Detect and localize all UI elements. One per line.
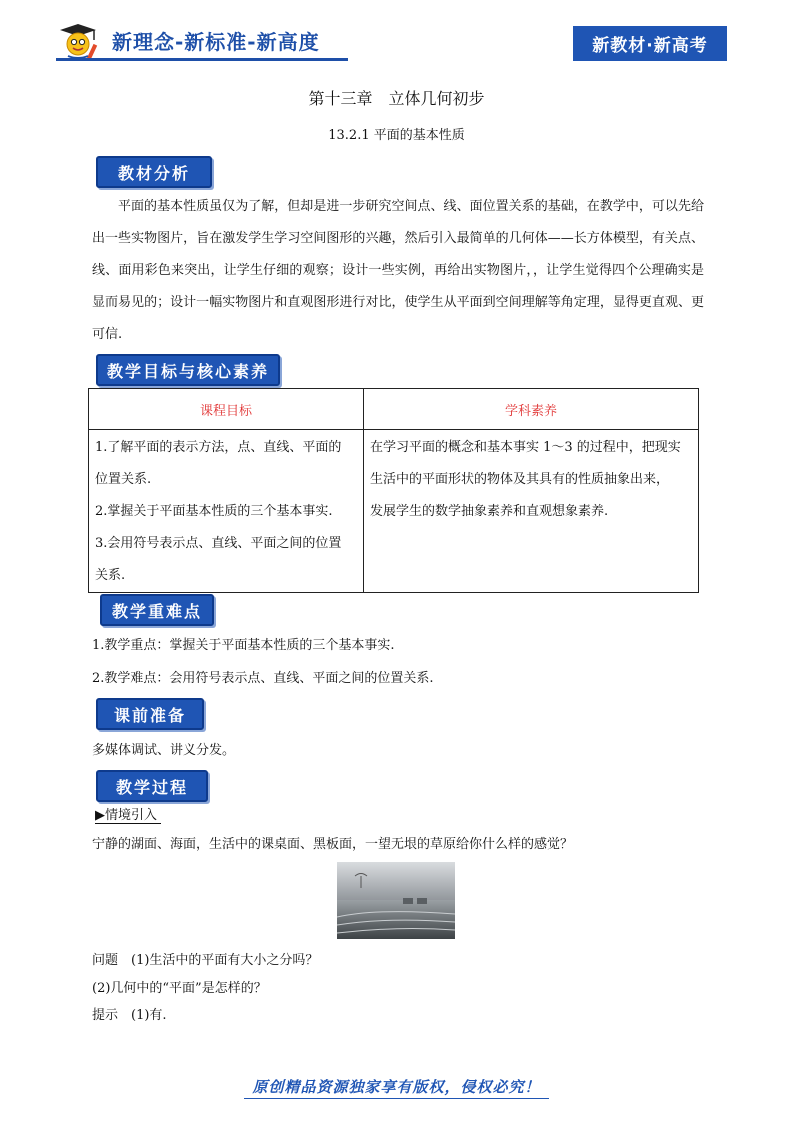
- process-tag: 教学过程: [96, 770, 208, 802]
- chapter-title: 第十三章 立体几何初步: [308, 89, 485, 108]
- goal-line: 3.会用符号表示点、直线、平面之间的位置: [95, 536, 342, 551]
- literacy-line: 发展学生的数学抽象素养和直观想象素养.: [370, 504, 609, 519]
- analysis-line: 可以先给出一些实物图片，旨在激发学生学习空间图形的兴趣，然后引入最简单的几何体——长方: [92, 199, 704, 246]
- analysis-line: 间理解等角定理，显得更直观、更可信.: [92, 295, 704, 342]
- analysis-tag: 教材分析: [96, 156, 212, 188]
- goal-line: 位置关系.: [95, 472, 152, 487]
- goal-line: 2.掌握关于平面基本性质的三个基本事实.: [95, 504, 333, 519]
- analysis-paragraph: [92, 191, 704, 351]
- analysis-line: 体模型，有关点、线、面用彩色来突出，让学生仔细的观察；设计一些实例，再给出实物图片，，让: [92, 231, 704, 278]
- analysis-line: 学生觉得四个公理确实是显而易见的；设计一幅实物图片和直观图形进行对比，使学生从平面到空: [92, 263, 704, 310]
- copyright-footer: [0, 1076, 793, 1097]
- goals-tag: 教学目标与核心素养: [96, 354, 280, 386]
- keypoint-focus: 1.教学重点：掌握关于平面基本性质的三个基本事实.: [92, 638, 395, 653]
- hint-answer: 提示 (1)有.: [92, 1008, 167, 1023]
- question-size: 问题 (1)生活中的平面有大小之分吗？: [92, 953, 319, 968]
- section-title: 13.2.1 平面的基本性质: [328, 128, 465, 143]
- header-rule: [56, 58, 348, 61]
- scene-question: 宁静的湖面、海面，生活中的课桌面、黑板面，一望无垠的草原给你什么样的感觉？: [92, 837, 574, 852]
- goals-table: [88, 388, 699, 593]
- question-geometry-plane: (2)几何中的“平面”是怎样的？: [92, 981, 267, 996]
- table-cell-literacy: [364, 430, 699, 593]
- goal-line: 关系.: [95, 568, 126, 583]
- prep-tag: 课前准备: [96, 698, 204, 730]
- table-cell-goals: [89, 430, 364, 593]
- goal-line: 1.了解平面的表示方法，点、直线、平面的: [95, 440, 342, 455]
- keypoint-difficulty: 2.教学难点：会用符号表示点、直线、平面之间的位置关系.: [92, 671, 434, 686]
- copyright-text: 原创精品资源独家享有版权，侵权必究！: [244, 1078, 548, 1099]
- table-header-course-goals: 课程目标: [89, 389, 364, 430]
- scene-intro-label: ▶情境引入: [95, 804, 161, 824]
- analysis-line: 平面的基本性质虽仅为了解，但却是进一步研究空间点、线、面位置关系的基础，在教学中，: [118, 199, 652, 214]
- literacy-line: 在学习平面的概念和基本事实 1～3 的过程中，把现实: [370, 440, 681, 455]
- keypoints-tag: 教学重难点: [100, 594, 214, 626]
- header-slogan: 新理念-新标准-新高度: [112, 30, 320, 54]
- header-badge: 新教材·新高考: [573, 26, 727, 61]
- table-header-subject-literacy: 学科素养: [364, 389, 699, 430]
- literacy-line: 生活中的平面形状的物体及其具有的性质抽象出来，: [370, 472, 670, 487]
- prep-text: 多媒体调试、讲义分发。: [92, 743, 236, 758]
- grassland-photo: [337, 862, 455, 939]
- mascot-logo-icon: [56, 22, 102, 62]
